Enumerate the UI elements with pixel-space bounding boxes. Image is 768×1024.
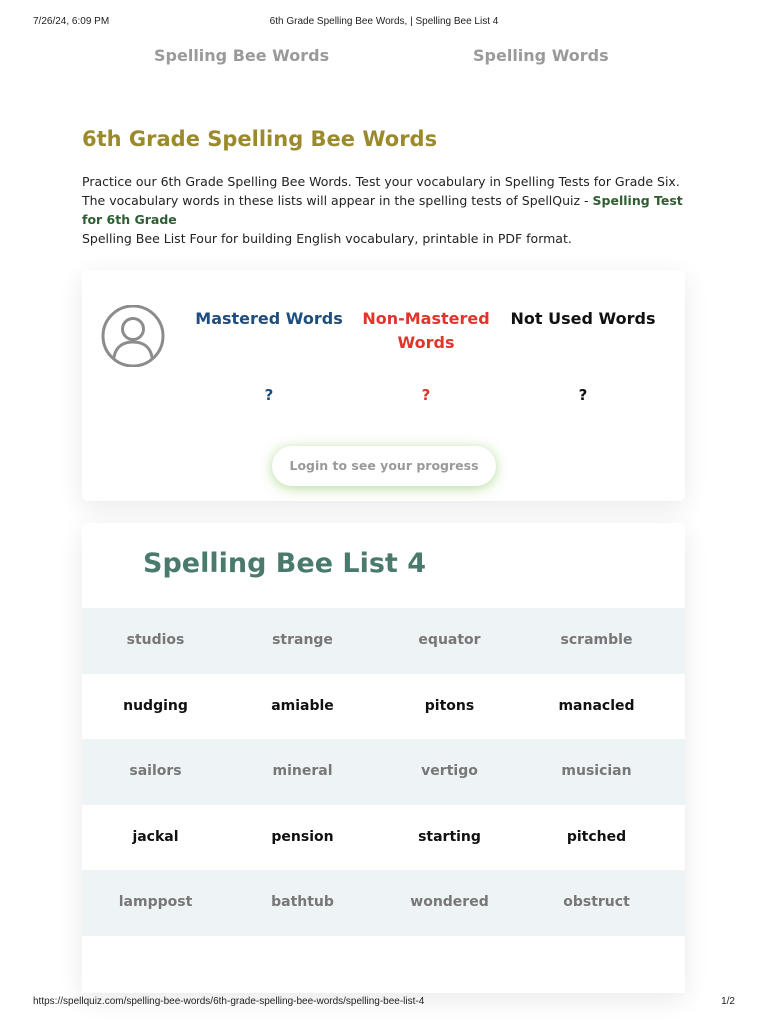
word-cell: equator <box>418 632 481 648</box>
print-header <box>33 16 735 30</box>
top-nav <box>0 46 768 70</box>
non-mastered-words-count: ? <box>421 386 431 404</box>
word-cell: amiable <box>271 697 334 714</box>
mastered-words-count: ? <box>264 386 274 404</box>
non-mastered-words-label: Non-Mastered Words <box>362 309 490 352</box>
word-cell: jackal <box>132 828 179 845</box>
word-row <box>82 870 685 936</box>
word-cell: sailors <box>129 763 182 780</box>
word-cell: strange <box>272 632 333 648</box>
word-cell: wondered <box>410 894 489 911</box>
spelling-test-link[interactable]: Spelling Test for 6th Grade <box>82 193 683 227</box>
not-used-words-label: Not Used Words <box>510 309 656 328</box>
intro-line-3: Spelling Bee List Four for building English vocabulary, printable in PDF format. <box>82 231 572 246</box>
word-cell: pitons <box>424 697 475 714</box>
page-title: 6th Grade Spelling Bee Words <box>82 127 438 151</box>
print-page-title: 6th Grade Spelling Bee Words, | Spelling Bee List 4 <box>269 16 499 27</box>
intro-text <box>82 172 688 248</box>
nav-link-spelling-bee-words[interactable]: Spelling Bee Words <box>154 46 330 65</box>
word-cell: studios <box>126 632 185 648</box>
print-footer <box>33 996 735 1010</box>
nav-link-spelling-words[interactable]: Spelling Words <box>473 46 609 65</box>
word-cell: scramble <box>560 632 633 648</box>
word-cell: musician <box>561 763 632 780</box>
word-cell: bathtub <box>271 894 334 911</box>
intro-line-1: Practice our 6th Grade Spelling Bee Words. Test your vocabulary in Spelling Tests for Grade Six. <box>82 174 680 189</box>
word-row <box>82 608 685 674</box>
print-url: https://spellquiz.com/spelling-bee-words/6th-grade-spelling-bee-words/spelling-bee-list-4 <box>33 996 425 1007</box>
word-row <box>82 739 685 805</box>
print-timestamp: 7/26/24, 6:09 PM <box>33 16 110 27</box>
user-avatar-icon <box>100 305 166 367</box>
word-list-card <box>82 523 685 993</box>
word-list-title: Spelling Bee List 4 <box>143 548 427 579</box>
word-cell: pitched <box>566 828 627 845</box>
mastered-words-label: Mastered Words <box>195 309 343 328</box>
progress-card <box>82 270 685 501</box>
word-grid <box>82 608 685 936</box>
intro-line-2 <box>82 191 688 229</box>
word-cell: vertigo <box>421 763 478 780</box>
word-cell: lamppost <box>118 894 193 911</box>
word-cell: manacled <box>558 697 635 714</box>
word-cell: nudging <box>123 697 188 714</box>
word-cell: mineral <box>272 763 333 780</box>
not-used-words-count: ? <box>578 386 588 404</box>
print-page-number: 1/2 <box>721 996 735 1007</box>
word-cell: obstruct <box>563 894 630 911</box>
intro-line-2-text: The vocabulary words in these lists will appear in the spelling tests of SpellQuiz - <box>82 193 593 208</box>
word-cell: starting <box>418 828 481 845</box>
word-row <box>82 674 685 740</box>
word-row <box>82 805 685 871</box>
login-progress-button[interactable]: Login to see your progress <box>272 446 496 486</box>
word-cell: pension <box>271 828 334 845</box>
